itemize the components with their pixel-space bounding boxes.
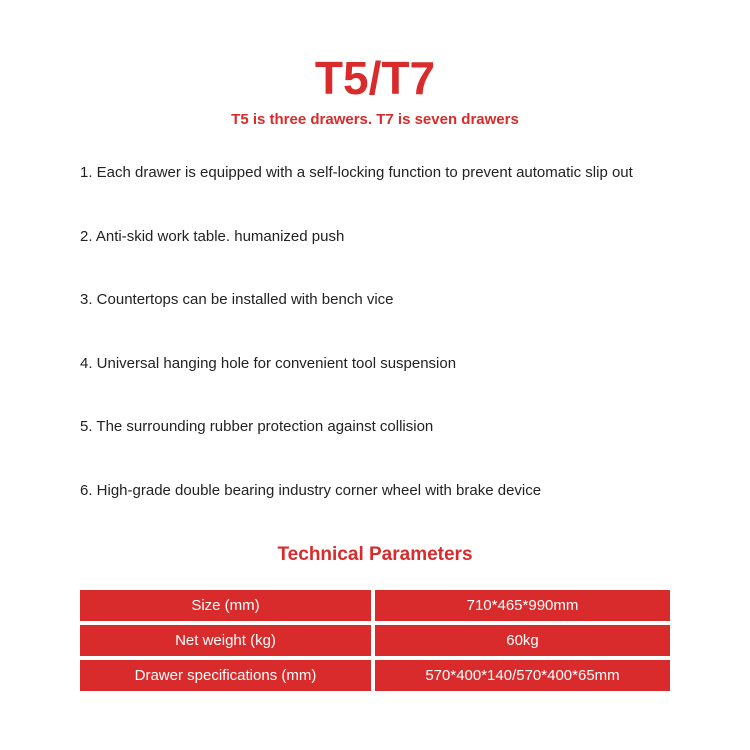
product-subtitle: T5 is three drawers. T7 is seven drawers bbox=[231, 111, 519, 128]
parameters-title: Technical Parameters bbox=[277, 544, 473, 565]
parameters-table bbox=[80, 590, 670, 695]
parameter-label: Drawer specifications (mm) bbox=[80, 660, 371, 691]
parameter-label: Net weight (kg) bbox=[80, 625, 371, 656]
parameter-row bbox=[80, 625, 670, 656]
feature-item: 6. High-grade double bearing industry corner wheel with brake device bbox=[80, 481, 542, 499]
feature-item: 5. The surrounding rubber protection against collision bbox=[80, 418, 434, 435]
parameter-value: 710*465*990mm bbox=[375, 590, 670, 621]
parameter-value: 60kg bbox=[375, 625, 670, 656]
feature-item: 4. Universal hanging hole for convenient tool suspension bbox=[80, 354, 457, 372]
parameter-label: Size (mm) bbox=[80, 590, 371, 621]
product-title: T5/T7 bbox=[314, 52, 436, 104]
parameter-row bbox=[80, 660, 670, 691]
parameter-value: 570*400*140/570*400*65mm bbox=[375, 660, 670, 691]
parameter-row bbox=[80, 590, 670, 621]
feature-list bbox=[80, 163, 633, 544]
feature-item: 3. Countertops can be installed with bench vice bbox=[80, 291, 394, 308]
feature-item: 2. Anti-skid work table. humanized push bbox=[80, 227, 345, 245]
feature-item: 1. Each drawer is equipped with a self-locking function to prevent automatic slip out bbox=[80, 164, 633, 181]
